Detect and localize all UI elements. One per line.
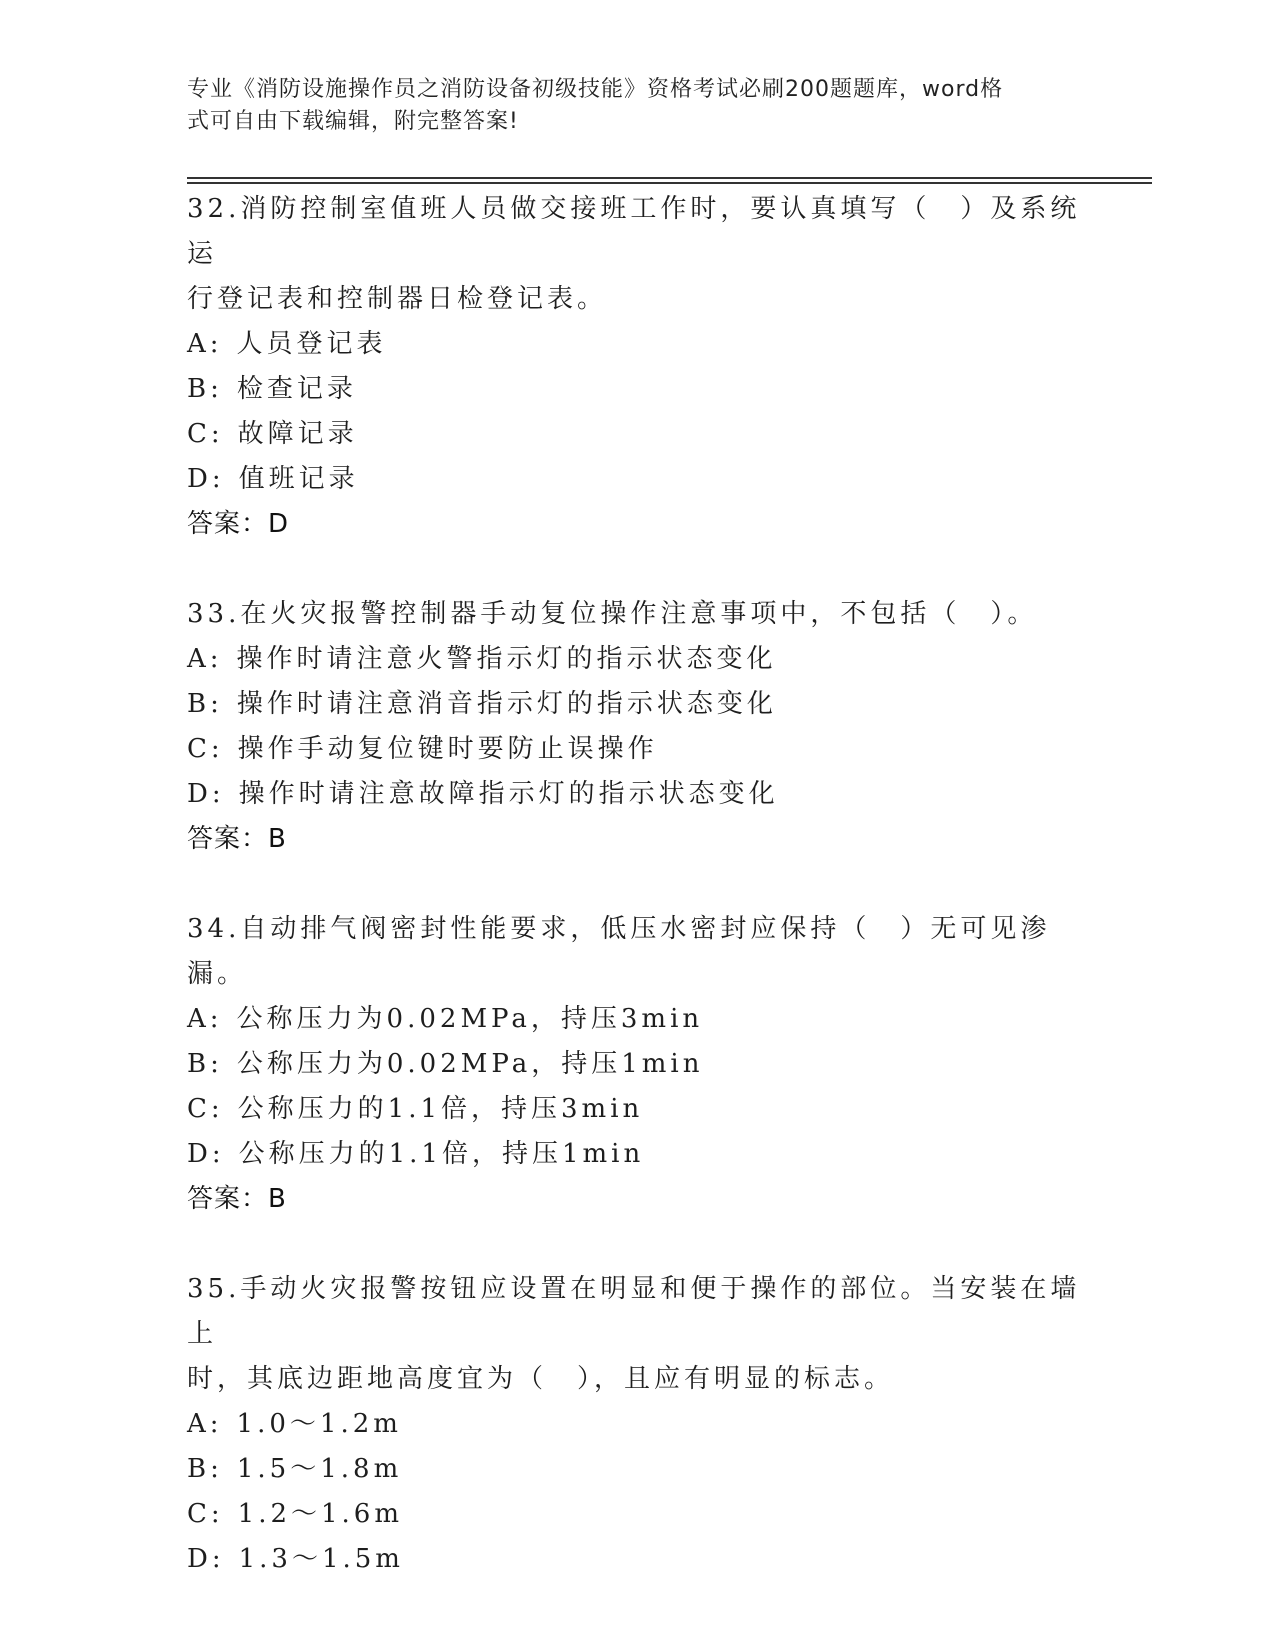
option-c [187, 412, 1087, 457]
option-d [187, 457, 1087, 502]
option-text: 1.2～1.6m [237, 1499, 404, 1529]
question-text-line: 34.自动排气阀密封性能要求，低压水密封应保持（ ）无可见渗漏。 [187, 914, 1051, 989]
option-d [187, 1537, 1087, 1582]
option-c [187, 1492, 1087, 1537]
option-text: 操作时请注意消音指示灯的指示状态变化 [236, 689, 777, 719]
option-letter: C: [187, 734, 224, 764]
option-text: 1.0～1.2m [236, 1409, 402, 1439]
option-d [187, 772, 1087, 817]
option-text: 操作手动复位键时要防止误操作 [237, 734, 658, 764]
option-letter: D: [187, 1544, 225, 1574]
option-text: 检查记录 [236, 374, 357, 404]
header-line-2: 式可自由下载编辑，附完整答案! [187, 109, 519, 134]
option-letter: B: [187, 1049, 223, 1079]
option-letter: B: [187, 1454, 223, 1484]
question-33 [187, 592, 1087, 862]
question-text-line: 35.手动火灾报警按钮应设置在明显和便于操作的部位。当安装在墙上 [187, 1274, 1081, 1349]
option-d [187, 1132, 1087, 1177]
option-c [187, 727, 1087, 772]
question-text-line: 33.在火灾报警控制器手动复位操作注意事项中，不包括（ ）。 [187, 599, 1038, 629]
option-text: 操作时请注意火警指示灯的指示状态变化 [236, 644, 777, 674]
question-32 [187, 187, 1087, 547]
option-text: 公称压力为0.02MPa，持压1min [236, 1049, 704, 1079]
option-c [187, 1087, 1087, 1132]
document-header [187, 74, 1067, 138]
option-text: 1.5～1.8m [236, 1454, 403, 1484]
option-letter: A: [187, 1004, 223, 1034]
option-text: 公称压力的1.1倍，持压1min [238, 1139, 645, 1169]
option-a [187, 1402, 1087, 1447]
header-line-1: 专业《消防设施操作员之消防设备初级技能》资格考试必刷200题题库，word格 [187, 77, 1004, 102]
option-letter: C: [187, 419, 224, 449]
answer-label: 答案：B [187, 1184, 287, 1214]
answer-label: 答案：B [187, 824, 287, 854]
option-letter: C: [187, 1094, 224, 1124]
option-text: 1.3～1.5m [238, 1544, 404, 1574]
option-b [187, 682, 1087, 727]
option-letter: D: [187, 1139, 225, 1169]
question-text-line: 行登记表和控制器日检登记表。 [187, 284, 608, 314]
question-35 [187, 1267, 1087, 1582]
option-a [187, 637, 1087, 682]
header-divider-top [187, 177, 1152, 179]
header-divider-bottom [187, 182, 1152, 184]
option-b [187, 1447, 1087, 1492]
option-b [187, 1042, 1087, 1087]
option-letter: A: [187, 1409, 223, 1439]
option-text: 操作时请注意故障指示灯的指示状态变化 [238, 779, 779, 809]
option-text: 值班记录 [238, 464, 359, 494]
question-34 [187, 907, 1087, 1222]
option-b [187, 367, 1087, 412]
option-letter: C: [187, 1499, 224, 1529]
option-text: 公称压力的1.1倍，持压3min [237, 1094, 644, 1124]
option-a [187, 997, 1087, 1042]
option-text: 故障记录 [237, 419, 358, 449]
question-text-line: 32.消防控制室值班人员做交接班工作时，要认真填写（ ）及系统运 [187, 194, 1081, 269]
answer-label: 答案：D [187, 509, 290, 539]
option-letter: B: [187, 689, 223, 719]
option-a [187, 322, 1087, 367]
option-text: 人员登记表 [236, 329, 387, 359]
question-list [187, 187, 1087, 1627]
option-letter: D: [187, 779, 225, 809]
option-letter: A: [187, 329, 223, 359]
option-text: 公称压力为0.02MPa，持压3min [236, 1004, 704, 1034]
option-letter: A: [187, 644, 223, 674]
question-text-line: 时，其底边距地高度宜为（ ），且应有明显的标志。 [187, 1364, 895, 1394]
option-letter: D: [187, 464, 225, 494]
option-letter: B: [187, 374, 223, 404]
